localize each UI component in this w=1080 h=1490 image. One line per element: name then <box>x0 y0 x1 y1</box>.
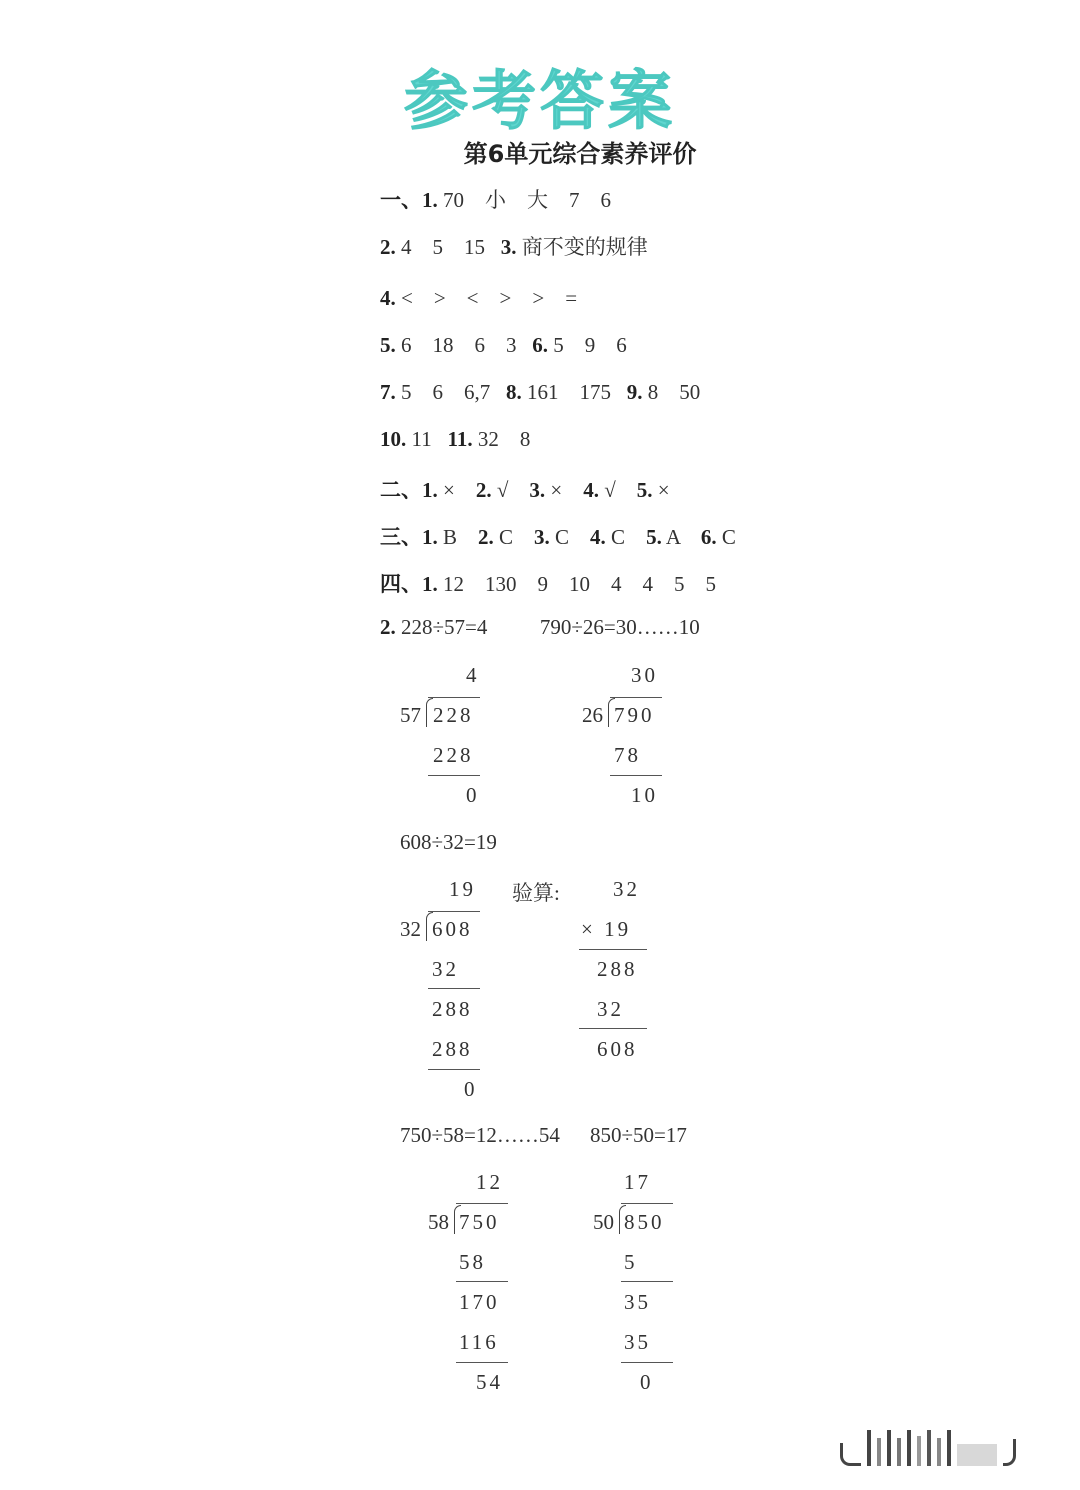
divisor: 50 <box>593 1210 614 1234</box>
quotient: 12 <box>476 1170 503 1194</box>
answer-line-s1-q2: 2. 4 5 15 3. 商不变的规律 <box>380 235 648 259</box>
answer-line-s4-q2: 2. 228÷57=4 790÷26=30……10 <box>380 615 700 639</box>
quotient: 4 <box>466 663 480 687</box>
dividend: 790 <box>614 703 655 727</box>
remainder: 0 <box>640 1370 654 1394</box>
partial-remainder: 170 <box>459 1290 500 1314</box>
division-bar <box>456 1203 508 1204</box>
answer-line-s1-q5: 5. 6 18 6 3 6. 5 9 6 <box>380 333 627 357</box>
answer-line-s4: 四、1. 12 130 9 10 4 4 5 5 <box>380 572 716 596</box>
partial-product: 288 <box>432 1037 473 1061</box>
partial-remainder: 288 <box>432 997 473 1021</box>
quotient: 17 <box>624 1170 651 1194</box>
subtraction-line <box>428 988 480 989</box>
subtraction-line <box>428 775 480 776</box>
multiplication-line <box>579 949 647 950</box>
divisor: 32 <box>400 917 421 941</box>
subtraction-line <box>621 1362 673 1363</box>
division-bracket <box>426 698 433 727</box>
equation-850: 850÷50=17 <box>590 1123 687 1147</box>
addition-line <box>579 1028 647 1029</box>
multiplier: × 19 <box>581 917 632 941</box>
divisor: 26 <box>582 703 603 727</box>
subtraction-line <box>621 1281 673 1282</box>
remainder: 10 <box>631 783 658 807</box>
subtraction-line <box>456 1281 508 1282</box>
partial-product: 228 <box>433 743 474 767</box>
scan-edge-artifact <box>840 1420 1060 1466</box>
answer-line-s2: 二、1. × 2. √ 3. × 4. √ 5. × <box>380 478 670 502</box>
subtraction-line <box>610 775 662 776</box>
equation-750: 750÷58=12……54 <box>400 1123 560 1147</box>
partial-product: 78 <box>614 743 641 767</box>
equation-608: 608÷32=19 <box>400 830 497 854</box>
subtraction-line <box>456 1362 508 1363</box>
answer-line-s1-q1: 一、1. 70 小 大 7 6 <box>380 188 611 212</box>
dividend: 750 <box>459 1210 500 1234</box>
remainder: 0 <box>464 1077 478 1101</box>
partial-product: 5 <box>624 1250 638 1274</box>
partial-product: 32 <box>432 957 459 981</box>
answer-line-s1-q10: 10. 11 11. 32 8 <box>380 427 531 451</box>
remainder: 0 <box>466 783 480 807</box>
partial-product: 58 <box>459 1250 486 1274</box>
quotient: 19 <box>449 877 476 901</box>
answer-line-s1-q4: 4. < > < > > = <box>380 286 578 310</box>
partial-product: 116 <box>459 1330 499 1354</box>
partial-product: 32 <box>597 997 624 1021</box>
answer-line-s1-q7: 7. 5 6 6,7 8. 161 175 9. 8 50 <box>380 380 701 404</box>
dividend: 850 <box>624 1210 665 1234</box>
division-bar <box>428 697 480 698</box>
partial-product: 35 <box>624 1330 651 1354</box>
subtraction-line <box>428 1069 480 1070</box>
answer-banner: 参考答案 <box>404 65 676 139</box>
division-bar <box>428 911 480 912</box>
dividend: 608 <box>432 917 473 941</box>
partial-remainder: 35 <box>624 1290 651 1314</box>
remainder: 54 <box>476 1370 503 1394</box>
answer-line-s3: 三、1. B 2. C 3. C 4. C 5. A 6. C <box>380 525 736 549</box>
division-bar <box>621 1203 673 1204</box>
quotient: 30 <box>631 663 658 687</box>
dividend: 228 <box>433 703 474 727</box>
partial-product: 288 <box>597 957 638 981</box>
division-bar <box>610 697 662 698</box>
product: 608 <box>597 1037 638 1061</box>
divisor: 58 <box>428 1210 449 1234</box>
check-label: 验算: <box>512 881 560 905</box>
page-subtitle: 第6单元综合素养评价 <box>463 140 697 168</box>
multiplicand: 32 <box>613 877 640 901</box>
divisor: 57 <box>400 703 421 727</box>
